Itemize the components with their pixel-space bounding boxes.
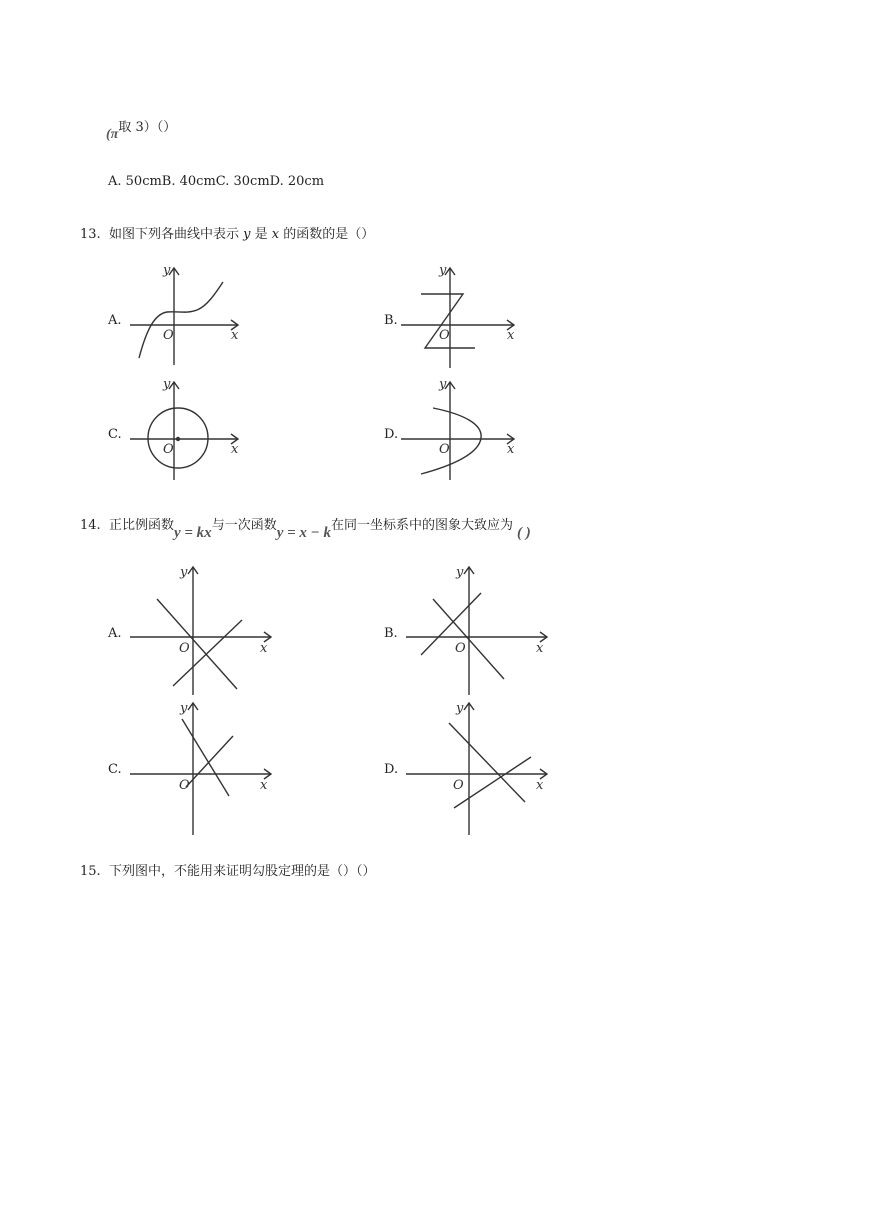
pi-note-text: 取 3）（） — [118, 120, 177, 135]
x-axis-label: x — [260, 778, 268, 793]
y-axis-label: y — [439, 377, 447, 392]
line-y-kx — [157, 599, 237, 689]
formula-y-kx: y = kx — [173, 525, 212, 541]
y-axis-label: y — [163, 377, 171, 392]
q15-number: 15. — [80, 864, 101, 879]
y-axis-label: y — [180, 701, 188, 716]
q13-option-c-label[interactable]: C. — [108, 427, 122, 442]
q14-option-d-label[interactable]: D. — [384, 762, 399, 777]
x-axis-label: x — [507, 328, 515, 343]
q13-graph-a[interactable] — [125, 258, 250, 368]
x-axis-label: x — [536, 641, 544, 656]
y-axis-label: y — [439, 263, 447, 278]
origin-label: O — [179, 778, 190, 793]
q14-text-b: 与一次函数 — [211, 518, 277, 533]
origin-label: O — [179, 641, 190, 656]
q13-graph-b[interactable] — [401, 258, 526, 368]
x-axis-label: x — [507, 442, 515, 457]
q14-graph-a[interactable] — [125, 562, 280, 697]
origin-label: O — [163, 442, 174, 457]
q14-number: 14. — [80, 518, 101, 533]
q13-text-c: 的函数的是（） — [283, 227, 375, 242]
q14-graph-d[interactable] — [401, 698, 556, 838]
q14-option-a-label[interactable]: A. — [108, 626, 122, 641]
center-dot — [177, 438, 180, 441]
q13-option-b-label[interactable]: B. — [384, 313, 398, 328]
x-axis-label: x — [260, 641, 268, 656]
q14-graph-c[interactable] — [125, 698, 280, 838]
q14-text-c: 在同一坐标系中的图象大致应为 — [331, 518, 514, 533]
q14-text-a: 正比例函数 — [108, 518, 174, 533]
q13-text-a: 如图下列各曲线中表示 — [108, 227, 239, 242]
q14-answer-paren: ( ) — [517, 525, 531, 541]
q15-stem — [80, 860, 375, 879]
y-axis-label: y — [163, 263, 171, 278]
q13-text-b: 是 — [254, 227, 268, 242]
q13-number: 13. — [80, 227, 101, 242]
q13-option-a-label[interactable]: A. — [108, 313, 122, 328]
q14-option-c-label[interactable]: C. — [108, 762, 122, 777]
q13-var-y: y — [243, 227, 251, 242]
y-axis-label: y — [456, 701, 464, 716]
formula-y-x-k: y = x − k — [276, 525, 331, 541]
q12-options: A. 50cmB. 40cmC. 30cmD. 20cm — [108, 174, 325, 189]
pi-note — [106, 116, 177, 142]
y-axis-label: y — [456, 565, 464, 580]
q14-option-b-label[interactable]: B. — [384, 626, 398, 641]
pi-symbol: (π — [106, 127, 119, 142]
parabola-curve — [421, 408, 481, 474]
q14-stem — [80, 514, 531, 541]
function-curve — [139, 282, 223, 358]
x-axis-label: x — [231, 442, 239, 457]
x-axis-label: x — [536, 778, 544, 793]
y-axis-label: y — [180, 565, 188, 580]
q14-graph-b[interactable] — [401, 562, 556, 697]
x-axis-label: x — [231, 328, 239, 343]
origin-label: O — [163, 328, 174, 343]
q13-graph-d[interactable] — [401, 372, 526, 482]
origin-label: O — [439, 442, 450, 457]
line-y-x-k — [421, 593, 481, 655]
origin-label: O — [453, 778, 464, 793]
origin-label: O — [439, 328, 450, 343]
origin-label: O — [455, 641, 466, 656]
q13-var-x: x — [271, 227, 280, 242]
q13-stem — [80, 223, 374, 242]
q13-option-d-label[interactable]: D. — [384, 427, 399, 442]
q13-graph-c[interactable] — [125, 372, 250, 482]
line-y-x-k — [454, 757, 531, 808]
q15-text: 下列图中，不能用来证明勾股定理的是（）（） — [108, 864, 376, 879]
